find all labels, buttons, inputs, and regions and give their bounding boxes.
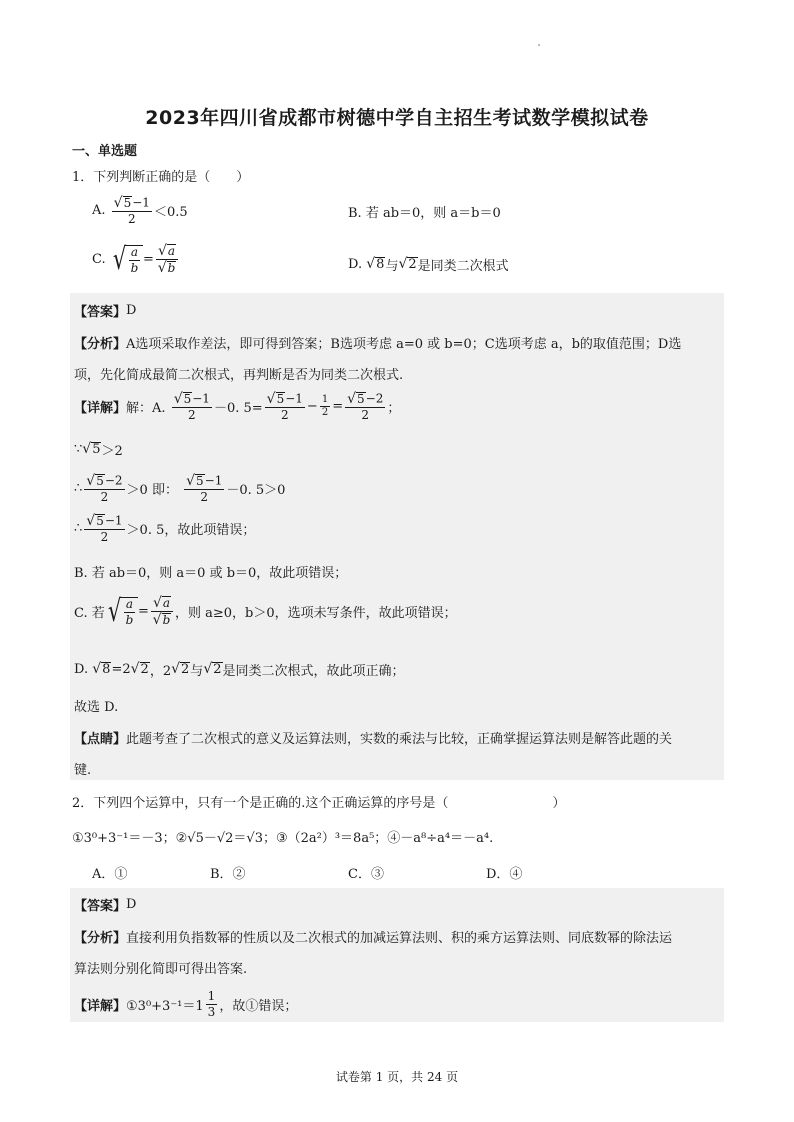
q2-detail: 【详解】 ①3⁰+3⁻¹＝1 $\frac{1}{3}$ ，故①错误； xyxy=(74,989,298,1019)
option-a-label: A. xyxy=(92,203,106,219)
scan-speck xyxy=(538,44,540,46)
q1-detail-a: 【详解】 解：A. √ 5 −1 2 －0. 5= √ 5 −1 2 − $\frac{1}{2}$ = √ 5 −2 2 ； xyxy=(74,391,401,423)
q2-choice-a: A．① xyxy=(92,867,128,882)
therefore-symbol: ∴ xyxy=(74,521,83,537)
q2-choice-c: C．③ xyxy=(348,867,384,882)
because-symbol: ∵ xyxy=(74,442,83,457)
option-d-mid: 与 xyxy=(385,259,399,274)
q1-comment-line1 xyxy=(74,728,672,747)
option-d-tail: 是同类二次根式 xyxy=(417,259,509,274)
q1-step3: ∴ √ 5 −1 2 ＞0. 5，故此项错误； xyxy=(74,513,256,545)
option-d-label: D. xyxy=(348,257,363,272)
option-c-label: C. xyxy=(92,252,106,268)
q2-operations: ①3⁰+3⁻¹＝－3；②√5－√2＝√3；③（2a²）³＝8a⁵；④－a⁸÷a⁴＝－a⁴. xyxy=(72,831,494,846)
step2-mid: ＞0 即： xyxy=(126,483,178,499)
detail-tag: 【详解】 xyxy=(74,401,127,417)
answer-value: D xyxy=(126,303,137,318)
analysis-tag: 【分析】 xyxy=(74,337,127,352)
answer-tag: 【答案】 xyxy=(74,899,127,914)
q2-choice-d: D．④ xyxy=(486,867,523,882)
q1-detail-b: B. 若 ab＝0，则 a＝0 或 b＝0，故此项错误； xyxy=(74,566,348,581)
detail-d-mid: 与 xyxy=(190,664,204,679)
step3-tail: ＞0. 5，故此项错误； xyxy=(126,523,256,539)
q2-choice-b: B．② xyxy=(210,867,246,882)
detail-prefix: ①3⁰+3⁻¹＝1 xyxy=(126,998,204,1014)
analysis-text: A选项采取作差法，即可得到答案；B选项考虑 a=0 或 b=0；C选项考虑 a，b的取值范围；D选 xyxy=(126,337,682,352)
detail-intro: 解：A. xyxy=(126,401,166,417)
detail-c-tail: ，则 a≥0，b＞0，选项未写条件，故此项错误； xyxy=(175,606,457,622)
q1-option-a xyxy=(92,196,188,226)
q1-step2: ∴ √ 5 −2 2 ＞0 即： √ 5 −1 2 －0. 5＞0 xyxy=(74,473,286,505)
therefore-symbol: ∴ xyxy=(74,481,83,497)
because-tail: ＞2 xyxy=(101,444,123,459)
q2-stem: 2．下列四个运算中，只有一个是正确的.这个正确运算的序号是（ ） xyxy=(72,796,566,811)
detail-c-prefix: C. 若 xyxy=(74,606,105,622)
detail-tag: 【详解】 xyxy=(74,998,127,1014)
section-heading: 一、单选题 xyxy=(72,144,138,159)
q2-analysis-line2: 算法则分别化简即可得出答案. xyxy=(74,962,248,977)
sqrt-fraction: √ $\frac{a}{b}$ xyxy=(105,597,138,627)
sqrt-fraction: √ $\frac{a}{b}$ xyxy=(110,245,143,275)
analysis-tag: 【分析】 xyxy=(74,931,127,946)
q1-option-d: D. √ 8 与 √ 2 是同类二次根式 xyxy=(348,255,509,274)
fraction: √ 5 −1 2 xyxy=(113,195,150,227)
q1-option-b: B. 若 ab＝0，则 a＝b＝0 xyxy=(348,206,501,221)
fraction: √ a √ b xyxy=(156,244,178,275)
q1-option-c: C. √ $\frac{a}{b}$ = √ a √ b xyxy=(92,244,180,275)
page-title: 2023年四川省成都市树德中学自主招生考试数学模拟试卷 xyxy=(145,107,649,129)
step2-tail: －0. 5＞0 xyxy=(226,483,286,499)
comment-text: 此题考查了二次根式的意义及运算法则，实数的乘法与比较，正确掌握运算法则是解答此题的关 xyxy=(126,732,673,747)
q2-analysis-line1 xyxy=(74,927,672,946)
detail-d-tail: 是同类二次根式，故此项正确； xyxy=(222,664,405,679)
q1-stem: 1．下列判断正确的是（ ） xyxy=(72,170,250,185)
detail-d-prefix: D. xyxy=(74,662,89,677)
analysis-text: 直接利用负指数幂的性质以及二次根式的加减运算法则、积的乘方运算法则、同底数幂的除法运 xyxy=(126,931,673,946)
option-a-tail: ＜0.5 xyxy=(153,205,188,221)
detail-minus: －0. 5= xyxy=(213,401,263,417)
q1-analysis-line1 xyxy=(74,333,681,352)
answer-value: D xyxy=(126,897,137,912)
page-footer: 试卷第 1 页，共 24 页 xyxy=(335,1070,459,1084)
q1-detail-d: D. √ 8 =2 √ 2 ，2 √ 2 与 √ 2 是同类二次根式，故此项正确； xyxy=(74,660,405,679)
q2-answer xyxy=(74,895,136,914)
detail-tail: ，故①错误； xyxy=(219,998,298,1014)
q1-analysis-line2: 项，先化简成最简二次根式，再判断是否为同类二次根式. xyxy=(74,368,404,383)
comment-tag: 【点睛】 xyxy=(74,732,127,747)
detail-semicolon: ； xyxy=(387,401,401,417)
q1-conclusion: 故选 D. xyxy=(74,700,119,715)
q1-detail-c: C. 若 √ $\frac{a}{b}$ = √ a √ b ，则 a≥0，b＞0，选项未写条件，故此项错误； xyxy=(74,593,457,629)
q1-answer xyxy=(74,301,136,320)
q1-comment-line2: 键. xyxy=(74,763,92,778)
q1-because: ∵ √ 5 ＞2 xyxy=(74,440,123,459)
answer-tag: 【答案】 xyxy=(74,305,127,320)
